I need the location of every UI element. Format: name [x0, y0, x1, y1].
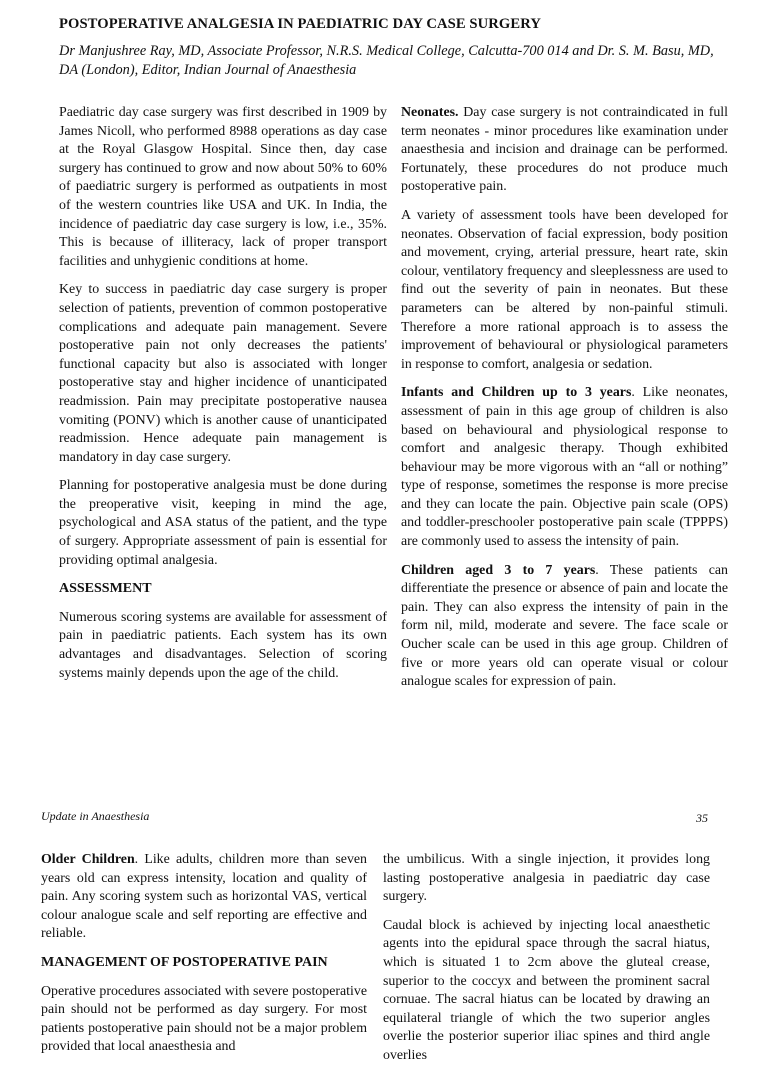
infants-lead: Infants and Children up to 3 years	[401, 385, 632, 401]
neonates-body: Day case surgery is not contraindicated in full term neonates - minor procedures like examination under anaesthesia and incision and drainage can be performed. Fortunately, these procedures do not produce much postoperative pain.	[401, 105, 728, 195]
assessment-heading: ASSESSMENT	[59, 581, 152, 597]
caudal-block-paragraph: Caudal block is achieved by injecting local anaesthetic agents into the epidural space through the sacral hiatus, which is situated 1 to 2cm above the gluteal crease, superior to the coccyx and between the prominent sacral cornuae. The sacral hiatus can be located by drawing an equilateral triangle of which the two superior angles overlie the posterior superior iliac spines and third angle overlies	[383, 917, 710, 1063]
scoring-paragraph: Numerous scoring systems are available for assessment of pain in paediatric patients. Each system has its own advantages and disadvantages. Selection of scoring systems mainly depends upon the age of the child.	[59, 609, 387, 681]
left-column	[59, 104, 387, 693]
older-children-lead: Older Children	[41, 852, 135, 867]
footer-journal-name: Update in Anaesthesia	[41, 809, 150, 823]
assessment-tools-paragraph: A variety of assessment tools have been developed for neonates. Observation of facial expression, body position and movement, crying, arterial pressure, heart rate, skin colour, ventilatory frequency and sleeplessness are used to find out the severity of pain in neonates. But these parameters can be altered by non-painful stimuli. Therefore a more rational approach is to assess the improvement of behavioural or physiological parameters in response to comfort, analgesia or sedation.	[401, 207, 728, 372]
next-left-column	[41, 851, 367, 1067]
article-title: POSTOPERATIVE ANALGESIA IN PAEDIATRIC DAY CASE SURGERY	[59, 16, 541, 32]
infants-paragraph	[401, 384, 728, 551]
children-3-7-lead: Children aged 3 to 7 years	[401, 562, 596, 578]
older-children-body: . Like adults, children more than seven years old can express intensity, location and quality of pain. Any scoring system such as horizontal VAS, vertical colour analogue scale and self reporting are effective and reliable.	[41, 852, 367, 942]
children-3-7-paragraph	[401, 562, 728, 692]
next-right-column	[383, 851, 710, 1076]
operative-procedures-paragraph: Operative procedures associated with severe postoperative pain should not be performed as day surgery. For most patients postoperative pain should not be a major problem provided that local anaesthesia and	[41, 983, 367, 1055]
neonates-paragraph	[401, 104, 728, 197]
infants-body: . Like neonates, assessment of pain in this age group of children is also based on behavioural and physiological response to comfort and analgesic therapy. Though exhibited behaviour may be more vigorous with an “all or nothing” type of response, sometimes the response is more precise and they can locate the pain. Objective pain scale (OPS) and toddler-preschooler postoperative pain scale (TPPPS) are commonly used to assess the intensity of pain.	[401, 385, 728, 550]
article-authors: Dr Manjushree Ray, MD, Associate Professor, N.R.S. Medical College, Calcutta-700 014 and Dr. S. M. Basu, MD, DA (London), Editor, Indian Journal of Anaesthesia	[59, 43, 714, 78]
management-heading: MANAGEMENT OF POSTOPERATIVE PAIN	[41, 954, 328, 970]
footer-page-number: 35	[696, 811, 708, 825]
intro-paragraph: Paediatric day case surgery was first described in 1909 by James Nicoll, who performed 8988 operations as day case at the Royal Glasgow Hospital. Since then, day case surgery has continued to grow and now about 50% to 60% of paediatric surgery is performed as outpatients in most of the western countries like USA and UK. In India, the incidence of paediatric day case surgery is low, i.e., 35%. This is because of illiteracy, lack of proper transport facilities and unhygienic conditions at home.	[59, 105, 387, 269]
planning-paragraph: Planning for postoperative analgesia must be done during the preoperative visit, keeping in mind the age, psychological and ASA status of the patient, and the type of surgery. Appropriate assessment of pain is essential for providing optimal analgesia.	[59, 478, 387, 568]
next-page	[0, 846, 768, 1063]
neonates-lead: Neonates.	[401, 105, 459, 120]
children-3-7-body: . These patients can differentiate the presence or absence of pain and locate the pain. They can also express the intensity of pain in the form nil, mild, moderate and severe. The face scale or Oucher scale can be used in this age group. Children of five or more years old can operate visual or colour analogue scales for expression of pain.	[401, 562, 728, 690]
right-column	[401, 104, 728, 702]
umbilicus-paragraph: the umbilicus. With a single injection, it provides long lasting postoperative analgesia in paediatric day case surgery.	[383, 852, 710, 905]
older-children-paragraph	[41, 851, 367, 944]
key-success-paragraph: Key to success in paediatric day case surgery is proper selection of patients, prevention of common postoperative complications and adequate pain management. Severe postoperative pain not only decreases the patients' functional capacity but also is associated with longer postoperative stay and higher incidence of unanticipated readmission. Pain may precipitate postoperative nausea vomiting (PONV) which is another cause of unanticipated readmission. Hence adequate pain management is mandatory in day case surgery.	[59, 282, 387, 465]
